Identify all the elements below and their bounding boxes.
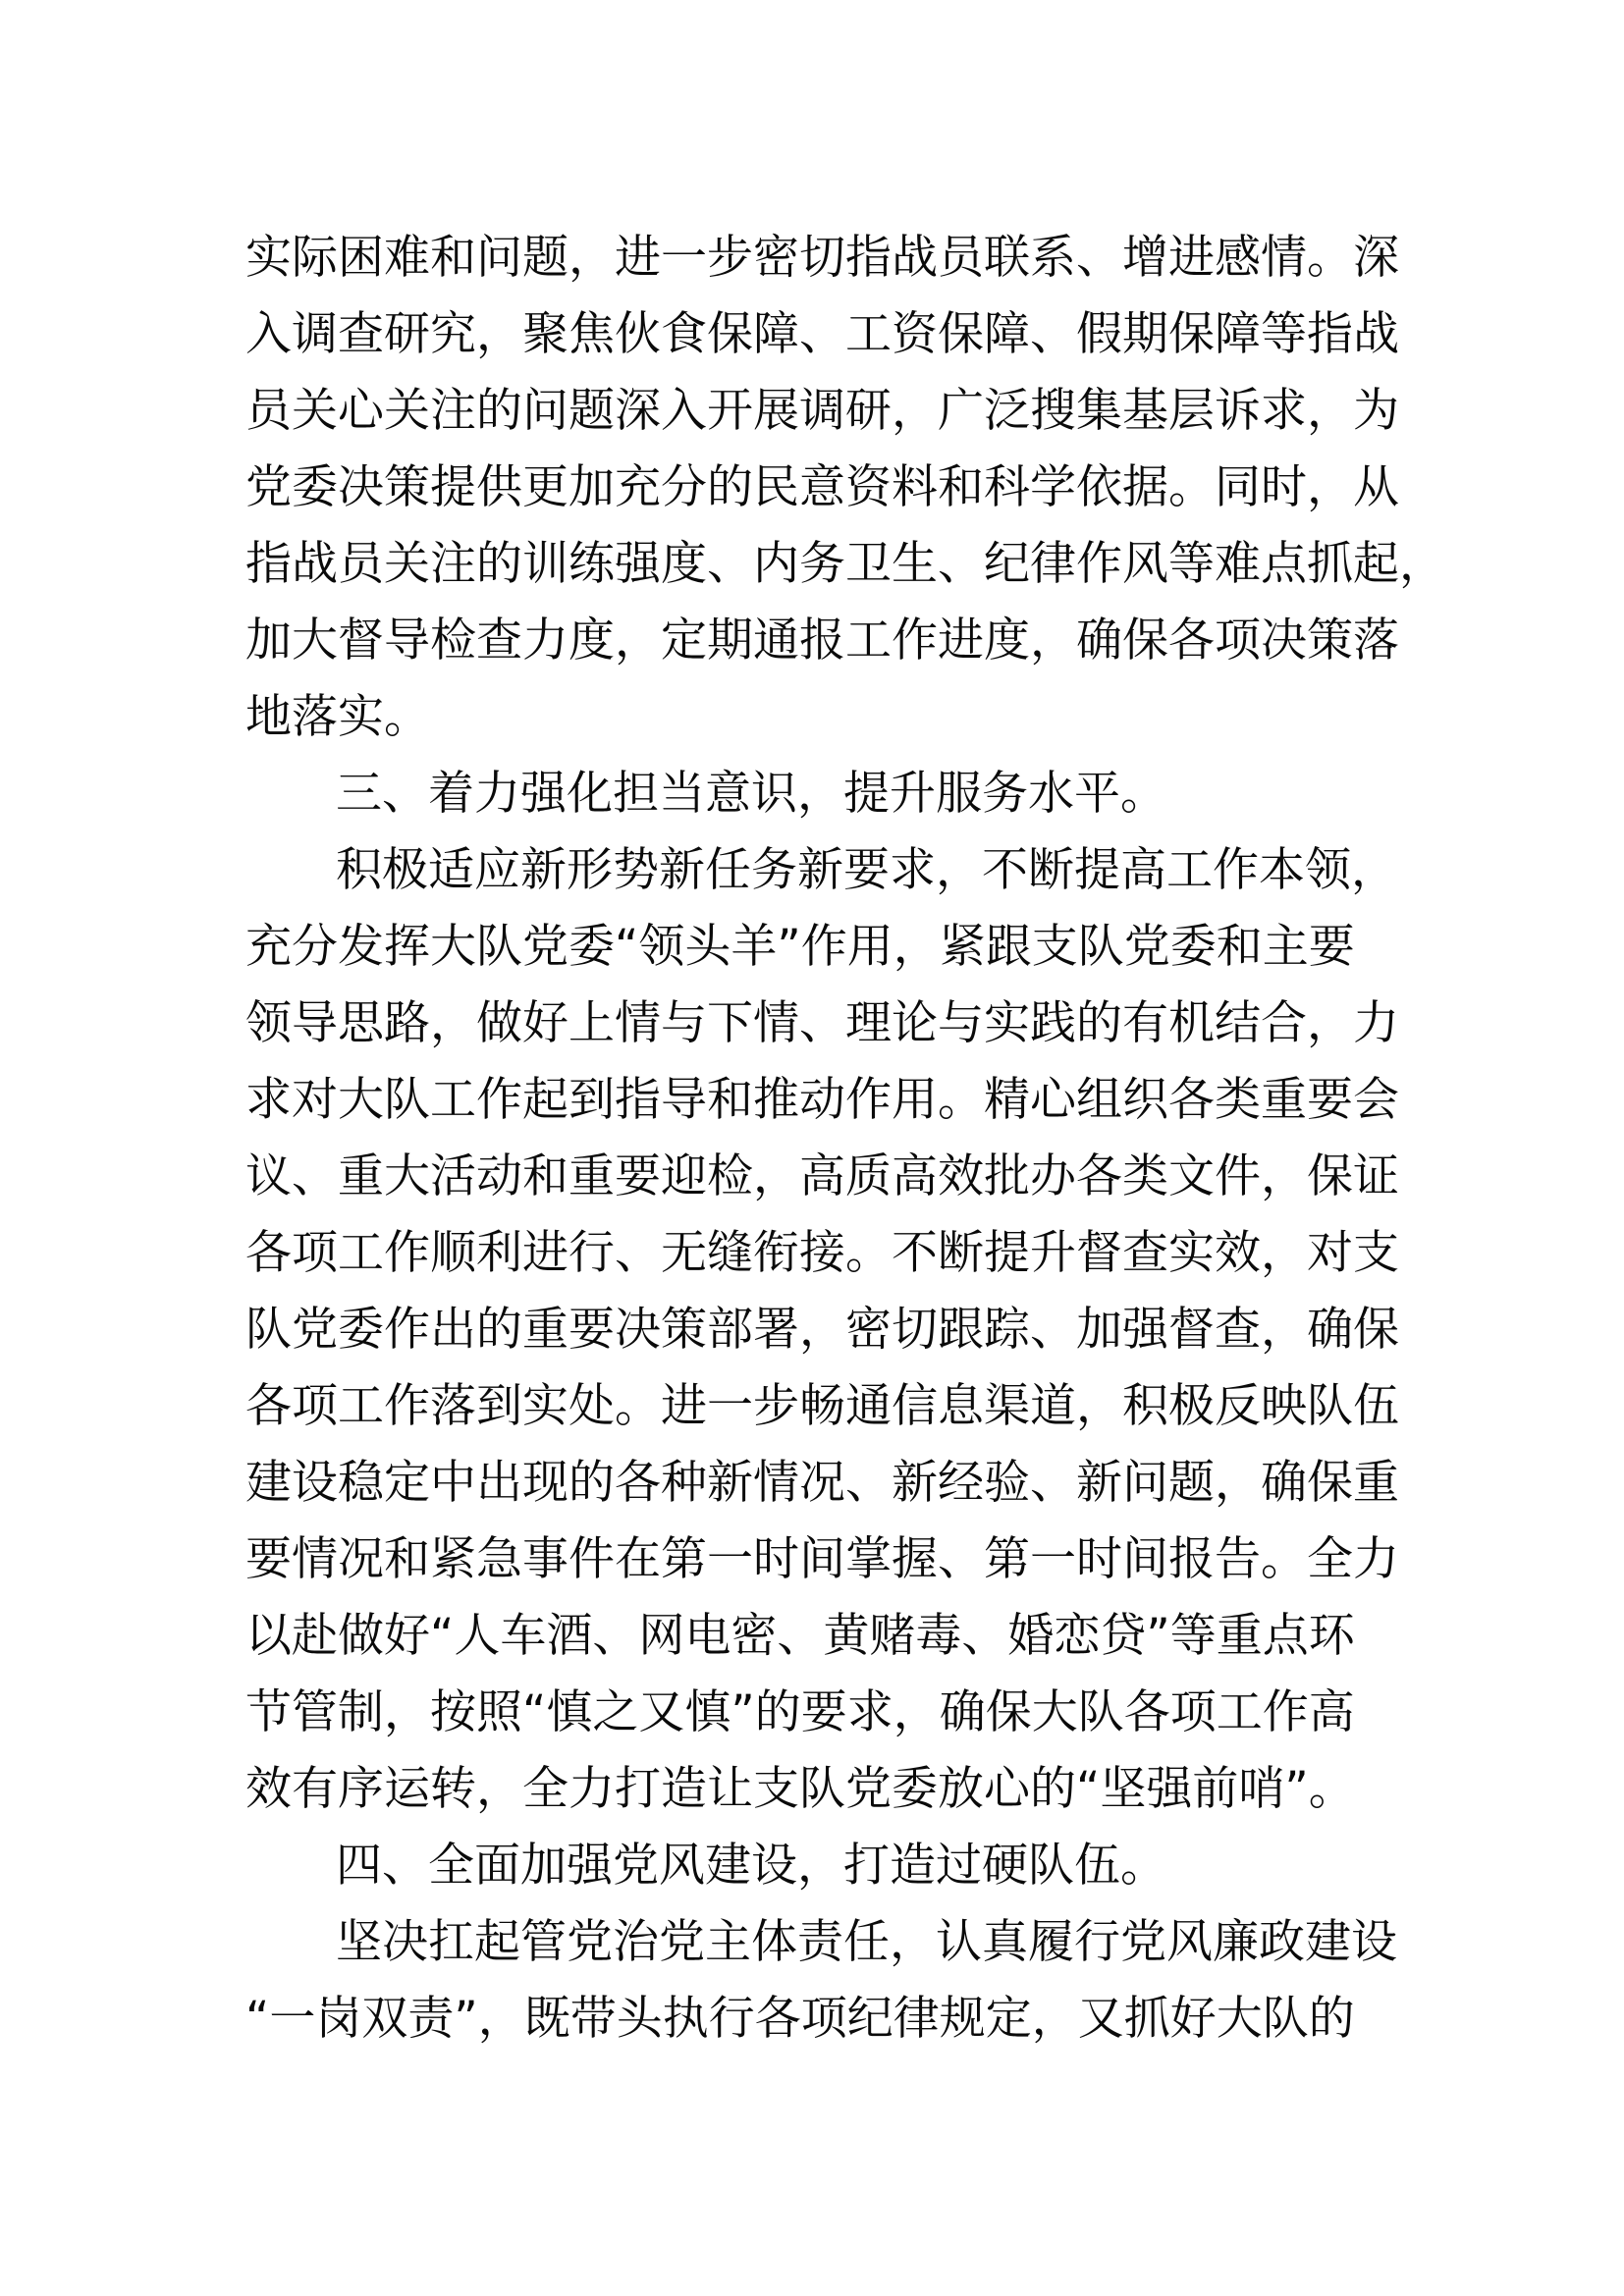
text-line-14: 各项工作顺利进行、无缝衔接。不断提升督查实效，对支	[245, 1226, 1399, 1280]
section-heading-3: 三、着力强化担当意识，提升服务水平。	[336, 767, 1166, 821]
text-line-11: 领导思路，做好上情与下情、理论与实践的有机结合，力	[245, 996, 1399, 1050]
text-line-23: 坚决扛起管党治党主体责任，认真履行党风廉政建设	[336, 1915, 1397, 1969]
text-line-3: 员关心关注的问题深入开展调研，广泛搜集基层诉求，为	[245, 384, 1399, 438]
text-line-15: 队党委作出的重要决策部署，密切跟踪、加强督查，确保	[245, 1303, 1399, 1357]
text-line-20: 节管制，按照“慎之又慎”的要求，确保大队各项工作高	[245, 1685, 1355, 1739]
text-line-7: 地落实。	[245, 690, 430, 744]
text-line-19: 以赴做好“人车酒、网电密、黄赌毒、婚恋贷”等重点环	[245, 1609, 1355, 1663]
text-line-12: 求对大队工作起到指导和推动作用。精心组织各类重要会	[245, 1073, 1399, 1127]
text-line-10: 充分发挥大队党委“领头羊”作用，紧跟支队党委和主要	[245, 920, 1355, 974]
section-heading-4: 四、全面加强党风建设，打造过硬队伍。	[336, 1839, 1166, 1893]
text-line-5: 指战员关注的训练强度、内务卫生、纪律作风等难点抓起，	[245, 537, 1445, 591]
text-line-2: 入调查研究，聚焦伙食保障、工资保障、假期保障等指战	[245, 307, 1399, 361]
text-line-24: “一岗双责”，既带头执行各项纪律规定，又抓好大队的	[245, 1992, 1355, 2046]
text-line-13: 议、重大活动和重要迎检，高质高效批办各类文件，保证	[245, 1149, 1399, 1203]
text-line-9: 积极适应新形势新任务新要求，不断提高工作本领，	[336, 843, 1397, 897]
text-line-16: 各项工作落到实处。进一步畅通信息渠道，积极反映队伍	[245, 1379, 1399, 1433]
text-line-1: 实际困难和问题，进一步密切指战员联系、增进感情。深	[245, 231, 1399, 285]
text-line-21: 效有序运转，全力打造让支队党委放心的“坚强前哨”。	[245, 1762, 1355, 1816]
text-line-18: 要情况和紧急事件在第一时间掌握、第一时间报告。全力	[245, 1532, 1399, 1586]
text-line-4: 党委决策提供更加充分的民意资料和科学依据。同时，从	[245, 460, 1399, 514]
text-line-6: 加大督导检查力度，定期通报工作进度，确保各项决策落	[245, 614, 1399, 667]
document-body	[245, 220, 1445, 2057]
text-line-17: 建设稳定中出现的各种新情况、新经验、新问题，确保重	[245, 1456, 1399, 1510]
